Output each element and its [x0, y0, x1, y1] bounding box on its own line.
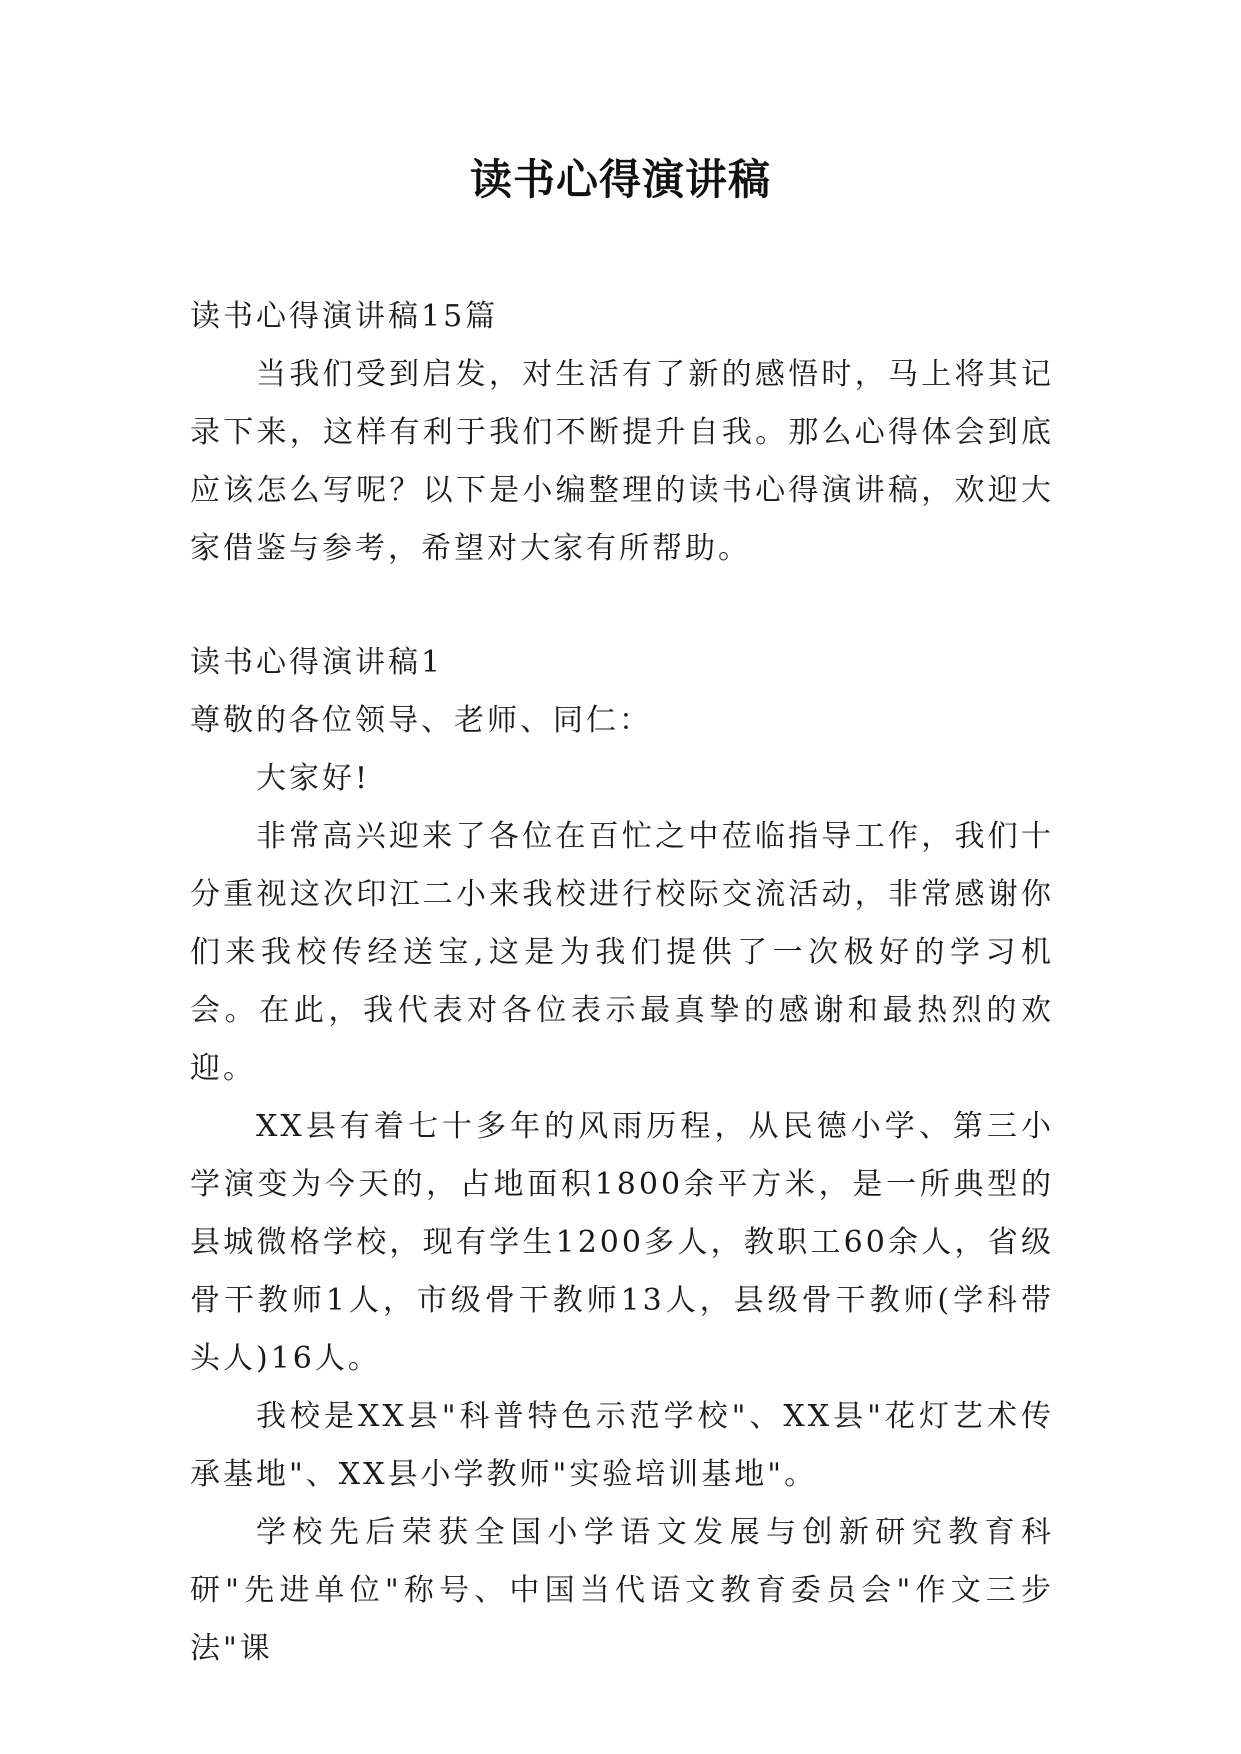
- body-paragraph-welcome: 非常高兴迎来了各位在百忙之中莅临指导工作，我们十分重视这次印江二小来我校进行校际交流活动，非常感谢你们来我校传经送宝,这是为我们提供了一次极好的学习机会。在此，我代表对各位表示最真挚的感谢和最热烈的欢迎。: [190, 819, 1054, 1086]
- subtitle-line: 读书心得演讲稿15篇: [190, 299, 499, 334]
- body-paragraph-school-titles: 我校是XX县"科普特色示范学校"、XX县"花灯艺术传承基地"、XX县小学教师"实验培训基地"。: [190, 1399, 1054, 1492]
- body-paragraph-school-history: XX县有着七十多年的风雨历程，从民德小学、第三小学演变为今天的，占地面积1800余平方米，是一所典型的县城微格学校，现有学生1200多人，教职工60余人，省级骨干教师1人，市级骨干教师13人，县级骨干教师(学科带头人)16人。: [190, 1109, 1054, 1376]
- greeting: 大家好!: [256, 761, 371, 796]
- document-body: [190, 288, 1054, 1678]
- section-heading: 读书心得演讲稿1: [190, 645, 444, 680]
- body-paragraph-awards: 学校先后荣获全国小学语文发展与创新研究教育科研"先进单位"称号、中国当代语文教育委员会"作文三步法"课: [190, 1515, 1054, 1666]
- document-title: 读书心得演讲稿: [469, 155, 771, 204]
- salutation: 尊敬的各位领导、老师、同仁：: [190, 703, 652, 738]
- intro-paragraph: 当我们受到启发，对生活有了新的感悟时，马上将其记录下来，这样有利于我们不断提升自我。那么心得体会到底应该怎么写呢？以下是小编整理的读书心得演讲稿，欢迎大家借鉴与参考，希望对大家有所帮助。: [190, 357, 1054, 566]
- section-spacer: [190, 578, 1054, 634]
